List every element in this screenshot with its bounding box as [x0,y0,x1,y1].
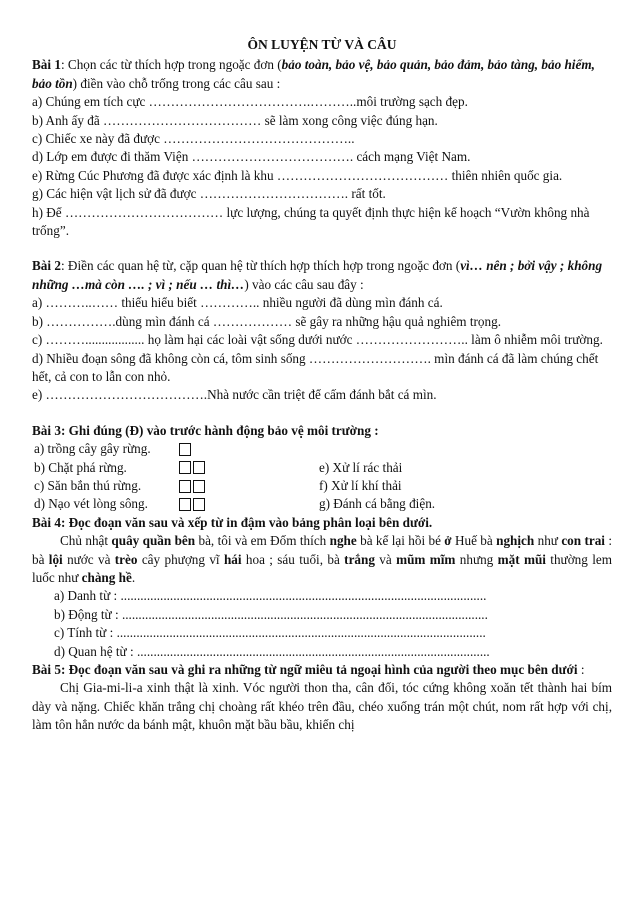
passage-segment: nhưng [455,551,498,567]
answer-checkbox[interactable] [179,443,191,456]
exercise-1-instruction [32,56,612,93]
exercise-2-item: e) ……………………………….Nhà nước cần triệt để cấm đánh bắt cá mìn. [32,387,437,403]
exercise-2-item: c) ……….................. họ làm hại các loài vật sống dưới nước …………………….. làm ô nhiễm môi trường. [32,332,603,348]
passage-segment: hoa ; sáu tuổi, bà [241,551,345,567]
bold-word: mặt mũi [497,551,546,567]
exercise-3-option: c) Săn bắn thú rừng. [34,477,142,493]
passage-segment: thường lem luốc như [32,551,612,585]
exercise-1-label: Bài 1 [32,57,61,73]
exercise-1-item: d) Lớp em được đi thăm Viện ………………………………. cách mạng Việt Nam. [32,149,471,165]
exercise-3-option: a) trồng cây gây rừng. [34,441,151,457]
exercise-5-label: Bài 5 [32,661,61,677]
classification-line-adjectives[interactable]: c) Tính từ : ................................................................................................................ [54,625,486,641]
exercise-4-instruction [32,514,612,532]
bold-word: nghe [329,533,357,549]
exercise-1-item: c) Chiếc xe này đã được …………………………………….. [32,131,355,147]
exercise-2-item: a) ………..…… thiếu hiểu biết ………….. nhiều người đã dùng mìn đánh cá. [32,295,443,311]
exercise-4-instruction-text: : Đọc đoạn văn sau và xếp từ in đậm vào bảng phân loại bên dưới. [60,514,433,530]
exercise-1-intro-end: ) điền vào chỗ trống trong các câu sau : [72,75,281,91]
answer-checkbox[interactable] [193,498,205,511]
exercise-3-label: Bài 3 [32,422,61,438]
passage-segment: và [374,551,397,567]
exercise-5-passage: Chị Gia-mi-li-a xinh thật là xinh. Vóc người thon tha, cân đối, tóc cứng không xoăn tết thành hai bím dày và nặng. Chiếc khăn trắng chị choàng rất khéo trên đầu, chéo xuống trán một chút, nom rất hợp với chị, làm tôn hẳn nước da bánh mật, khuôn mặt bầu bầu, khiến chị [32,680,612,733]
exercise-3-row [32,495,612,513]
bold-word: trắng [344,551,375,567]
bold-word: quây quần bên [111,533,196,549]
exercise-4 [32,514,612,661]
exercise-5-instruction-end: : [577,661,585,677]
exercise-3-option: b) Chặt phá rừng. [34,459,127,475]
passage-segment: nước và [62,551,115,567]
exercise-1 [32,56,612,240]
exercise-1-item: e) Rừng Cúc Phương đã được xác định là khu ………………………………… thiên nhiên quốc gia. [32,167,563,183]
exercise-3-option: g) Đánh cá bằng điện. [319,496,436,512]
exercise-4-label: Bài 4 [32,514,61,530]
exercise-2 [32,257,612,404]
page-title: ÔN LUYỆN TỪ VÀ CÂU [247,37,397,52]
exercise-1-item: g) Các hiện vật lịch sử đã được ……………………………. rất tốt. [32,186,386,202]
exercise-1-item: h) Để ……………………………… lực lượng, chúng ta quyết định thực hiện kế hoạch “Vườn không nhà trống”. [32,204,590,239]
exercise-1-item: a) Chúng em tích cực ……………………………….………..môi trường sạch đẹp. [32,94,468,110]
bold-word: con trai [561,533,605,549]
answer-checkbox[interactable] [193,461,205,474]
exercise-2-label: Bài 2 [32,258,61,274]
exercise-3-row [32,440,612,458]
classification-line-verbs[interactable]: b) Động từ : ............................................................................................................... [54,606,488,622]
exercise-2-item: d) Nhiều đoạn sông đã không còn cá, tôm sinh sống ………………………. mìn đánh cá đã làm chúng chết hết, cả con to lẫn con nhỏ. [32,350,599,384]
exercise-4-passage [32,532,612,587]
bold-word: lội [48,551,63,567]
passage-segment: bà kể lại hồi bé [356,533,445,549]
bold-word: ở [444,533,452,549]
bold-word: trèo [114,551,138,567]
exercise-3 [32,422,612,514]
answer-checkbox[interactable] [179,498,191,511]
spacer [32,240,612,257]
passage-segment: bà, tôi và em Đốm thích [195,533,330,549]
passage-segment: như [534,533,562,549]
exercise-2-word-list: vì… nên ; bởi vậy ; không những …mà còn …. ; vì ; nếu … thì… [32,258,603,292]
exercise-1-word-list: bảo toàn, bảo vệ, bảo quản, bảo đảm, bảo tàng, bảo hiểm, bảo tồn [32,57,595,91]
exercise-2-instruction [32,257,612,294]
exercise-2-intro-end: ) vào các câu sau đây : [244,276,364,292]
exercise-3-row [32,477,612,495]
passage-segment: : bà [32,533,612,567]
bold-word: hái [223,551,242,567]
exercise-2-item: b) …………….dùng mìn đánh cá ……………… sẽ gây ra những hậu quả nghiêm trọng. [32,313,501,329]
exercise-1-intro: : Chọn các từ thích hợp trong ngoặc đơn ( [60,57,282,73]
bold-word: chàng hề [81,569,132,585]
exercise-3-option: d) Nạo vét lòng sông. [34,496,148,512]
bold-word: nghịch [496,533,535,549]
classification-line-nouns[interactable]: a) Danh từ : ............................................................................................................... [54,588,487,604]
passage-segment: . [131,569,136,585]
exercise-5 [32,661,612,735]
exercise-1-item: b) Anh ấy đã ……………………………… sẽ làm xong công việc đúng hạn. [32,112,438,128]
exercise-3-instruction [32,422,612,440]
exercise-3-row [32,459,612,477]
exercise-2-intro: : Điền các quan hệ từ, cặp quan hệ từ thích hợp thích hợp trong ngoặc đơn ( [60,258,461,274]
spacer [32,405,612,422]
exercise-3-option: f) Xử lí khí thải [319,477,402,493]
exercise-5-instruction-text: : Đọc đoạn văn sau và ghi ra những từ ngữ miêu tả ngoại hình của người theo mục bên dưới [60,661,578,677]
passage-segment: Huế bà [451,533,497,549]
passage-segment: Chủ nhật [60,533,112,549]
bold-word: mũm mĩm [396,551,456,567]
exercise-5-instruction [32,661,612,679]
classification-line-conjunctions[interactable]: d) Quan hệ từ : ........................................................................................................... [54,643,490,659]
passage-segment: cây phượng vĩ [137,551,224,567]
answer-checkbox[interactable] [193,480,205,493]
worksheet-page [32,36,612,735]
exercise-3-instruction-text: : Ghi đúng (Đ) vào trước hành động bảo vệ môi trường : [60,422,379,438]
exercise-3-option: e) Xử lí rác thải [319,459,403,475]
answer-checkbox[interactable] [179,461,191,474]
answer-checkbox[interactable] [179,480,191,493]
